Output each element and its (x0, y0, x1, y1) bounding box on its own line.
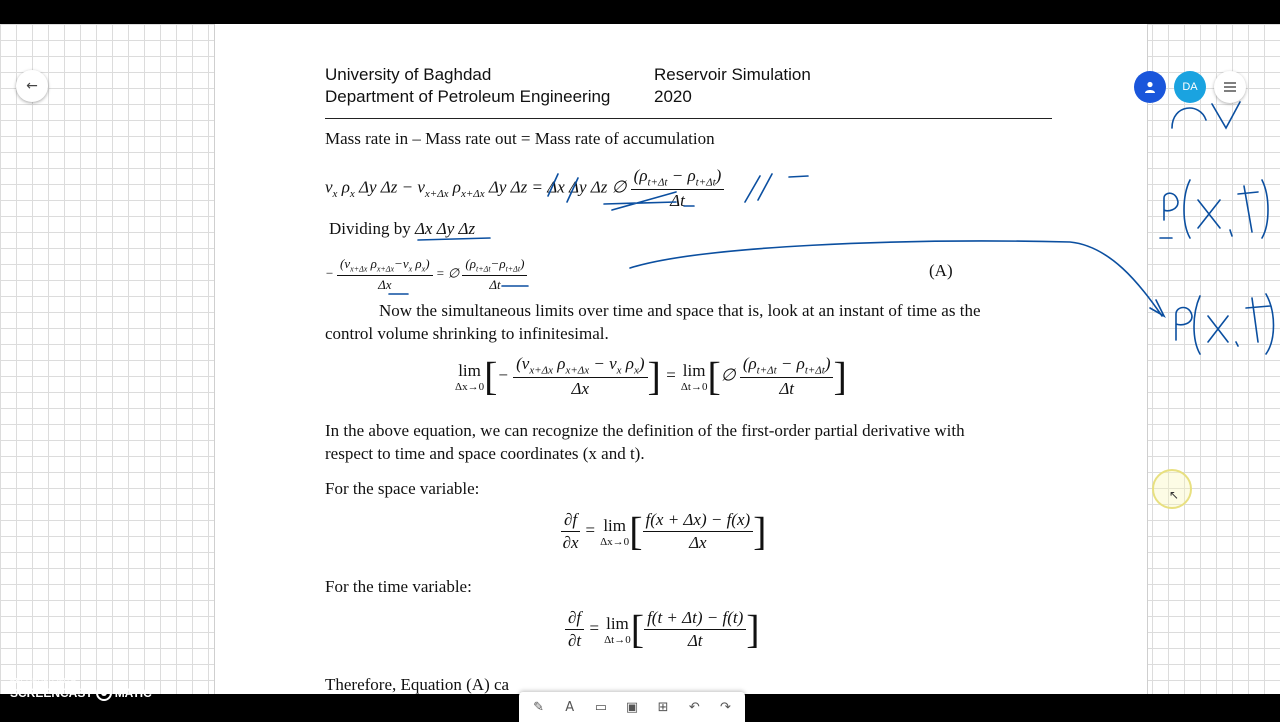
user-button[interactable] (1134, 71, 1166, 103)
recognize-paragraph-line1: In the above equation, we can recognize the definition of the first-order partial derivative with (325, 421, 965, 440)
ink-function-pxt (1184, 180, 1268, 238)
avatar-da[interactable]: DA (1174, 71, 1206, 103)
therefore-text: Therefore, Equation (A) ca (325, 675, 510, 694)
mass-balance-equation: $v_x$ $\rho_x$ Δy $\Delta z - v_{x+\Delta x}$ $\rho_{x+\Delta x}$ Δy Δz = Δx Δy Δz ∅ $\frac{(\rho_{t+\Delta t} - \rho_{t+\Delta t})}{\Delta t}$ (325, 166, 724, 211)
underline-equation-a (389, 286, 528, 294)
strike-dy-dz-right (745, 174, 772, 202)
back-button[interactable] (16, 70, 48, 102)
menu-button[interactable] (1214, 71, 1246, 103)
add-icon[interactable]: ⊞ (657, 699, 669, 715)
underline-dxdydz (604, 192, 676, 210)
hamburger-icon (1224, 82, 1236, 92)
shape-icon[interactable]: ▭ (594, 699, 607, 715)
limits-paragraph-line2: control volume shrinking to infinitesimal. (325, 324, 609, 343)
dividing-vars: Δx Δy Δz (414, 219, 476, 238)
time-derivative-equation: $\frac{\partial f}{\partial t}$ = lim Δt→0 [ $\frac{f(t + \Delta t) - f(t)}{\Delta t}$ ] (565, 608, 760, 651)
pen-icon[interactable]: ✎ (533, 699, 545, 715)
course-year: 2020 (654, 87, 692, 106)
strike-dz (567, 178, 578, 202)
screencast-watermark: RECORDED WITH SCREENCAST MATIC (10, 678, 152, 700)
underline-dividing (418, 238, 490, 240)
ink-p (1160, 193, 1178, 238)
ink-function-rhoxt (1176, 294, 1274, 354)
space-variable-label: For the space variable: (325, 479, 480, 498)
equation-a: − $\frac{(v_{x+\Delta x} \rho_{x+\Delta x}-v_x \rho_x)}{\Delta x}$ = ∅ $\frac{(\rho_{t+\Delta t}-\rho_{t+\Delta t})}{\Delta t}$ (325, 256, 527, 293)
strike-dy (548, 174, 558, 196)
equation-a-label: (A) (929, 261, 953, 280)
image-icon[interactable]: ▣ (625, 699, 639, 715)
space-derivative-equation: $\frac{\partial f}{\partial x}$ = lim Δx→0 [ $\frac{f(x + \Delta x) - f(x)}{\Delta x}$ ] (562, 508, 767, 554)
text-icon[interactable]: A (565, 699, 575, 715)
course-name: Reservoir Simulation (654, 65, 811, 84)
undo-icon[interactable]: ↶ (688, 699, 700, 715)
strike-rho (789, 176, 808, 177)
arrow-line (630, 241, 1162, 316)
university-name: University of Baghdad (325, 65, 492, 84)
whiteboard-canvas[interactable] (0, 24, 1280, 715)
limit-equation: lim Δx→0 [− $\frac{(v_{x+\Delta x} \rho_{x+\Delta x} - v_x \rho_x)}{\Delta x}$ ] = lim Δt→0 [∅ $\frac{(\rho_{t+\Delta t} - \rho_{t+\Delta t})}{\Delta t}$ ] (455, 353, 847, 399)
redo-icon[interactable]: ↷ (719, 699, 731, 715)
record-icon (96, 685, 112, 701)
arrow-left-icon: ← (26, 78, 38, 94)
ink-rho-v (1172, 102, 1240, 128)
time-variable-label: For the time variable: (325, 577, 472, 596)
department-name: Department of Petroleum Engineering (325, 87, 611, 106)
drawing-toolbar (519, 692, 745, 722)
dividing-by-text: Dividing by Δx Δy Δz (329, 219, 476, 238)
limits-paragraph-line1: Now the simultaneous limits over time and space that is, look at an instant of time as the (379, 301, 981, 320)
mass-balance-statement: Mass rate in – Mass rate out = Mass rate of accumulation (325, 129, 715, 148)
person-icon (1143, 80, 1157, 94)
mouse-pointer-icon: ↖ (1169, 488, 1180, 502)
ink-annotations (0, 24, 1280, 694)
recognize-paragraph-line2: respect to time and space coordinates (x and t). (325, 444, 645, 463)
